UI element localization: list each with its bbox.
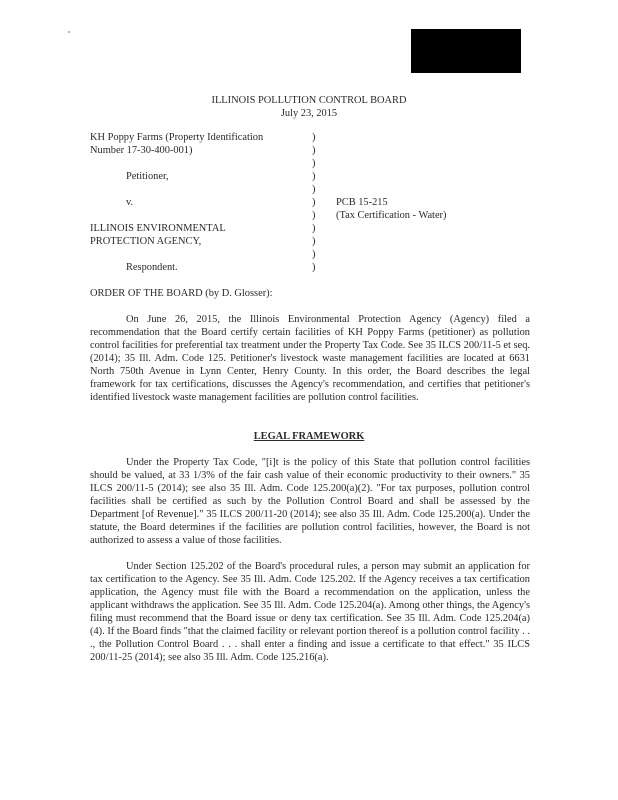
respondent-name-line2: PROTECTION AGENCY, bbox=[90, 236, 202, 247]
caption-bracket: ) bbox=[312, 158, 316, 169]
case-type: (Tax Certification - Water) bbox=[336, 210, 447, 221]
agency-title: ILLINOIS POLLUTION CONTROL BOARD bbox=[211, 95, 407, 106]
petitioner-role: Petitioner, bbox=[126, 171, 169, 182]
respondent-role: Respondent. bbox=[126, 262, 178, 273]
case-number: PCB 15-215 bbox=[336, 197, 388, 208]
caption-bracket: ) bbox=[312, 223, 316, 234]
petitioner-name-line1: KH Poppy Farms (Property Identification bbox=[90, 132, 264, 143]
framework-paragraph-1: Under the Property Tax Code, "[i]t is the policy of this State that pollution control facilities should be valued, at 33 1/3% of the fair cash value of their economic productivity to their owners." 35 ILCS 200/11-5 (2014); see also 35 Ill. Adm. Code 125.200(a)(2). "For tax purposes, pollution control facilities shall be certified as such by the Pollution Control Board and shall be assessed by the Department [of Revenue]." 35 ILCS 200/11-20 (2014); see also 35 Ill. Adm. Code 125.200(a). Under the statute, the Board determines if the facilities are pollution control facilities, however, the Board is not authorized to assess a value of those facilities. bbox=[90, 457, 530, 546]
section-heading: LEGAL FRAMEWORK bbox=[253, 431, 365, 442]
respondent-name-line1: ILLINOIS ENVIRONMENTAL bbox=[90, 223, 226, 234]
caption-bracket: ) bbox=[312, 210, 316, 221]
order-title: ORDER OF THE BOARD (by D. Glosser): bbox=[90, 288, 273, 299]
versus: v. bbox=[126, 197, 134, 208]
scan-speck bbox=[68, 31, 70, 33]
order-date: July 23, 2015 bbox=[280, 108, 338, 119]
caption-bracket: ) bbox=[312, 132, 316, 143]
caption-bracket: ) bbox=[312, 262, 316, 273]
petitioner-name-line2: Number 17-30-400-001) bbox=[90, 145, 193, 156]
caption-bracket: ) bbox=[312, 171, 316, 182]
caption-bracket: ) bbox=[312, 197, 316, 208]
caption-bracket: ) bbox=[312, 249, 316, 260]
framework-paragraph-2: Under Section 125.202 of the Board's procedural rules, a person may submit an application for tax certification to the Agency. See 35 Ill. Adm. Code 125.202. If the Agency receives a tax certification application, the Agency must file with the Board a recommendation on the application, unless the applicant withdraws the application. See 35 Ill. Adm. Code 125.204(a). Among other things, the Agency's filing must recommend that the Board issue or deny tax certification. See 35 Ill. Adm. Code 125.204(a)(4). If the Board finds "that the claimed facility or relevant portion thereof is a pollution control facility . . ., the Pollution Control Board . . . shall enter a finding and issue a certificate to that effect." 35 ILCS 200/11-25 (2014); see also 35 Ill. Adm. Code 125.216(a). bbox=[90, 561, 530, 663]
caption-bracket: ) bbox=[312, 145, 316, 156]
caption-bracket: ) bbox=[312, 184, 316, 195]
caption-bracket: ) bbox=[312, 236, 316, 247]
redaction-block bbox=[411, 29, 521, 73]
intro-paragraph: On June 26, 2015, the Illinois Environmental Protection Agency (Agency) filed a recommendation that the Board certify certain facilities of KH Poppy Farms (petitioner) as pollution control facilities for preferential tax treatment under the Property Tax Code. See 35 ILCS 200/11-5 et seq. (2014); 35 Ill. Adm. Code 125. Petitioner's livestock waste management facilities are located at 6631 North 750th Avenue in Lynn Center, Henry County. In this order, the Board describes the legal framework for tax certifications, discusses the Agency's recommendation, and certifies that petitioner's identified livestock waste management facilities are pollution control facilities. bbox=[90, 314, 530, 403]
